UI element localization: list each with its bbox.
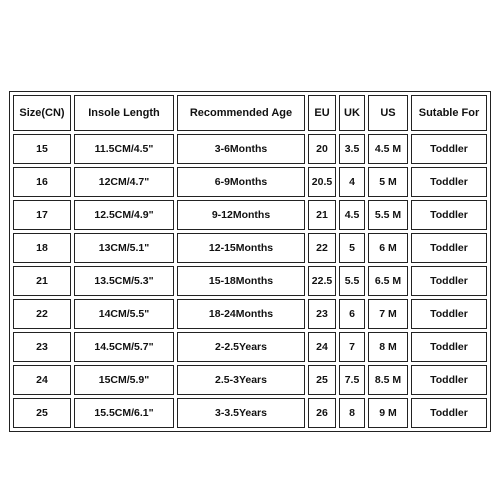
size-cn-cell: 15 — [13, 134, 71, 164]
us-cell: 6.5 M — [368, 266, 408, 296]
us-cell: 7 M — [368, 299, 408, 329]
sutable-for-cell: Toddler — [411, 332, 487, 362]
table-row — [13, 134, 487, 164]
header-uk: UK — [339, 95, 365, 131]
table-row — [13, 266, 487, 296]
eu-cell: 25 — [308, 365, 336, 395]
eu-cell: 22.5 — [308, 266, 336, 296]
sutable-for-cell: Toddler — [411, 398, 487, 428]
table-row — [13, 365, 487, 395]
recommended-age-cell: 12-15Months — [177, 233, 305, 263]
recommended-age-cell: 3-3.5Years — [177, 398, 305, 428]
eu-cell: 23 — [308, 299, 336, 329]
table-row — [13, 398, 487, 428]
uk-cell: 4.5 — [339, 200, 365, 230]
recommended-age-cell: 6-9Months — [177, 167, 305, 197]
insole-length-cell: 13CM/5.1" — [74, 233, 174, 263]
header-us: US — [368, 95, 408, 131]
insole-length-cell: 14.5CM/5.7" — [74, 332, 174, 362]
table-row — [13, 299, 487, 329]
size-cn-cell: 21 — [13, 266, 71, 296]
recommended-age-cell: 9-12Months — [177, 200, 305, 230]
size-cn-cell: 16 — [13, 167, 71, 197]
recommended-age-cell: 2-2.5Years — [177, 332, 305, 362]
header-size-cn: Size(CN) — [13, 95, 71, 131]
uk-cell: 3.5 — [339, 134, 365, 164]
uk-cell: 6 — [339, 299, 365, 329]
insole-length-cell: 12.5CM/4.9" — [74, 200, 174, 230]
insole-length-cell: 11.5CM/4.5" — [74, 134, 174, 164]
header-insole-length: Insole Length — [74, 95, 174, 131]
recommended-age-cell: 15-18Months — [177, 266, 305, 296]
us-cell: 5.5 M — [368, 200, 408, 230]
sutable-for-cell: Toddler — [411, 266, 487, 296]
recommended-age-cell: 2.5-3Years — [177, 365, 305, 395]
size-chart — [9, 91, 491, 432]
table-row — [13, 200, 487, 230]
uk-cell: 5 — [339, 233, 365, 263]
sutable-for-cell: Toddler — [411, 365, 487, 395]
insole-length-cell: 12CM/4.7" — [74, 167, 174, 197]
recommended-age-cell: 18-24Months — [177, 299, 305, 329]
size-table — [9, 91, 491, 432]
table-row — [13, 233, 487, 263]
size-cn-cell: 22 — [13, 299, 71, 329]
uk-cell: 7.5 — [339, 365, 365, 395]
insole-length-cell: 15.5CM/6.1" — [74, 398, 174, 428]
header-row — [13, 95, 487, 131]
sutable-for-cell: Toddler — [411, 167, 487, 197]
insole-length-cell: 14CM/5.5" — [74, 299, 174, 329]
us-cell: 4.5 M — [368, 134, 408, 164]
us-cell: 8.5 M — [368, 365, 408, 395]
uk-cell: 8 — [339, 398, 365, 428]
table-row — [13, 332, 487, 362]
eu-cell: 21 — [308, 200, 336, 230]
recommended-age-cell: 3-6Months — [177, 134, 305, 164]
uk-cell: 4 — [339, 167, 365, 197]
us-cell: 8 M — [368, 332, 408, 362]
us-cell: 5 M — [368, 167, 408, 197]
size-cn-cell: 18 — [13, 233, 71, 263]
table-row — [13, 167, 487, 197]
eu-cell: 24 — [308, 332, 336, 362]
us-cell: 9 M — [368, 398, 408, 428]
size-cn-cell: 24 — [13, 365, 71, 395]
header-eu: EU — [308, 95, 336, 131]
uk-cell: 7 — [339, 332, 365, 362]
eu-cell: 26 — [308, 398, 336, 428]
eu-cell: 22 — [308, 233, 336, 263]
size-cn-cell: 23 — [13, 332, 71, 362]
sutable-for-cell: Toddler — [411, 200, 487, 230]
size-cn-cell: 17 — [13, 200, 71, 230]
sutable-for-cell: Toddler — [411, 134, 487, 164]
header-sutable-for: Sutable For — [411, 95, 487, 131]
us-cell: 6 M — [368, 233, 408, 263]
insole-length-cell: 13.5CM/5.3" — [74, 266, 174, 296]
uk-cell: 5.5 — [339, 266, 365, 296]
sutable-for-cell: Toddler — [411, 233, 487, 263]
eu-cell: 20 — [308, 134, 336, 164]
eu-cell: 20.5 — [308, 167, 336, 197]
size-cn-cell: 25 — [13, 398, 71, 428]
header-recommended-age: Recommended Age — [177, 95, 305, 131]
sutable-for-cell: Toddler — [411, 299, 487, 329]
insole-length-cell: 15CM/5.9" — [74, 365, 174, 395]
